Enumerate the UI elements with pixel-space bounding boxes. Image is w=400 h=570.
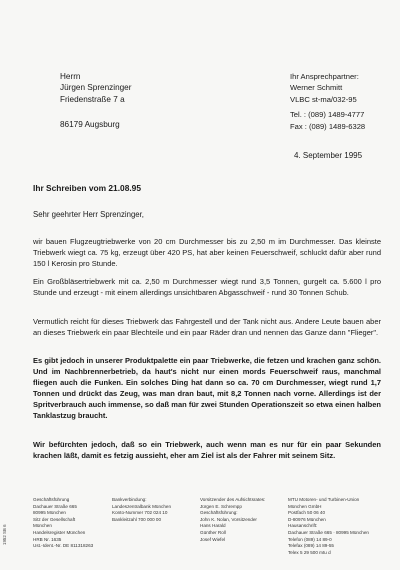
body-paragraph-1: wir bauen Flugzeugtriebwerke von 20 cm Durchmesser bis zu 2,50 m im Durchmesser. Das kleinste Triebwerk wiegt ca. 75 kg, erzeugt über 420 PS, hat aber keinen Feuerschweif, schluckt dafür aber rund 150 l Kerosin pro Stunde. (33, 237, 381, 268)
recipient-salutation-line: Herrn (60, 72, 81, 81)
footer-line: Telefon (089) 14 89-0 (288, 536, 332, 542)
footer-company-info (33, 497, 93, 550)
footer-line: München (33, 523, 52, 529)
body-paragraph-5: Wir befürchten jedoch, daß so ein Triebwerk, auch wenn man es nur für ein paar Sekunden krachen läßt, damit es fetzig aussieht, eher am Ziel ist als der Fahrer mit seinem Sitz. (33, 440, 381, 460)
footer-line: Landeszentralbank München (112, 503, 171, 509)
footer-line: Dachauer Straße 665 (33, 503, 77, 509)
footer-line: Telefax (089) 14 89-55 (288, 543, 334, 549)
footer-line: Sitz der Gesellschaft (33, 516, 76, 522)
footer-address-info (288, 497, 369, 556)
letter-subject: Ihr Schreiben vom 21.08.95 (33, 183, 141, 193)
body-paragraph-3: Vermutlich reicht für dieses Triebwerk das Fahrgestell und der Tank nicht aus. Andere Leute bauen aber an dieses Triebwerk ein paar Blechteile und ein paar Räder dran und nennen das Ganze dann "Flieger". (33, 317, 381, 337)
footer-line: Konto-Nummer 702 024 10 (112, 510, 168, 516)
footer-line: Günther Roll (200, 529, 226, 535)
footer-line: John K. Nolan, Vorsitzender (200, 516, 257, 522)
contact-reference: VLBC st-ma/032-95 (290, 95, 357, 104)
footer-line: Hans Harald (200, 523, 226, 529)
footer-line: Bankleitzahl 700 000 00 (112, 516, 162, 522)
footer-line: Telex 5 29 500 mtu d (288, 549, 331, 555)
footer-line: Geschäftsführung: (200, 510, 238, 516)
footer-board-info (200, 497, 265, 543)
footer-line: Geschäftsführung (33, 497, 70, 502)
footer-bank-info (112, 497, 171, 523)
footer-line: HRB Nr. 1635 (33, 536, 62, 542)
letter-date: 4. September 1995 (294, 151, 363, 160)
footer-line: MTU Motoren- und Turbinen-Union (288, 497, 360, 502)
footer-line: D-80976 München (288, 516, 326, 522)
footer-line: Ust.-Ident.-Nr. DE 811318263 (33, 543, 94, 549)
footer-line: München GmbH (288, 503, 322, 509)
footer-line: 80995 München (33, 510, 66, 516)
recipient-street: Friedenstraße 7 a (60, 95, 125, 104)
contact-name: Werner Schmitt (290, 83, 343, 92)
footer-line: Handelsregister München (33, 529, 86, 535)
recipient-city: 86179 Augsburg (60, 120, 120, 129)
footer-line: Dachauer Straße 665 · 80995 München (288, 529, 369, 535)
contact-fax: Fax : (089) 1489-6328 (290, 122, 366, 131)
recipient-name: Jürgen Sprenzinger (60, 83, 132, 92)
footer-line: Vorsitzender des Aufsichtsrates: (200, 497, 266, 502)
body-paragraph-2: Ein Großbläsertriebwerk mit ca. 2,50 m Durchmesser wiegt rund 3,5 Tonnen, gurgelt ca. 5.600 l pro Stunde und erzeugt - mit einem allerdings unsichtbaren Abgasschweif - rund 30 Tonnen Schub. (33, 277, 381, 297)
letter-greeting: Sehr geehrter Herr Sprenzinger, (33, 210, 144, 219)
side-print-code: 1952 SB 6 (2, 524, 7, 545)
footer-line: Postfach 50 06 40 (288, 510, 326, 516)
footer-line: Jürgen E. Schrempp (200, 503, 242, 509)
body-paragraph-4: Es gibt jedoch in unserer Produktpalette ein paar Triebwerke, die fetzen und krachen ganz schön. Und im Nachbrennerbetrieb, da haut's nicht nur einen mords Feuerschweif raus, manchmal fliegen auch die Funken. Ein solches Ding hat dann so ca. 70 cm Durchmesser, wiegt rund 1,7 Tonnen und drückt das Zeug, was man dran baut, mit 8,2 Tonnen nach vorne. Allerdings ist der Spritverbrauch auch immense, so daß man für zwei Stunden Operationszeit so etwa einen halben Tanklastzug braucht. (33, 356, 381, 420)
footer-line: Hausanschrift: (288, 523, 318, 529)
footer-line: Bankverbindung: (112, 497, 147, 502)
contact-heading: Ihr Ansprechpartner: (290, 72, 359, 81)
contact-phone: Tel. : (089) 1489-4777 (290, 110, 365, 119)
footer-line: Josef Wiefel (200, 536, 226, 542)
